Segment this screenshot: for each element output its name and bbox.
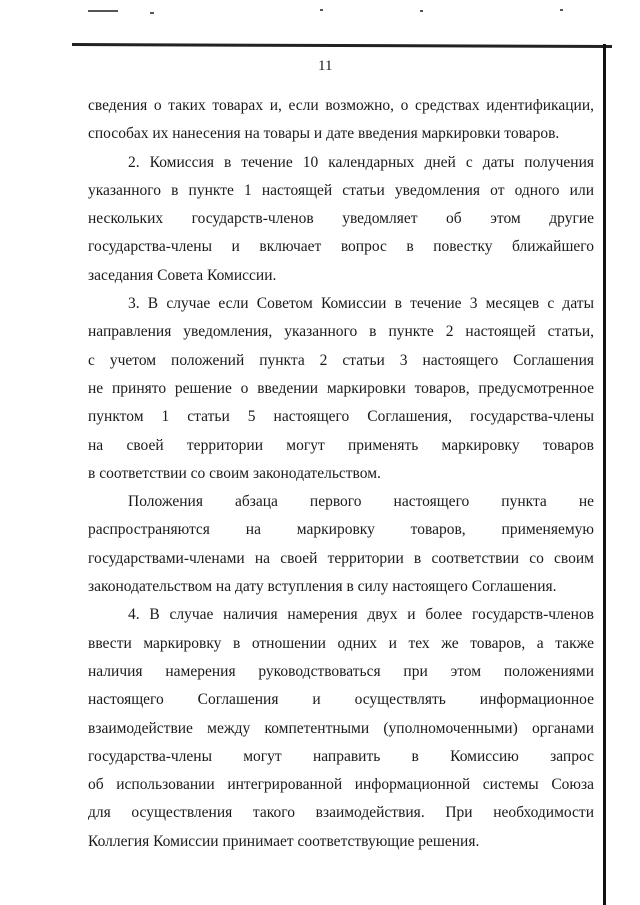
text-line: заседания Совета Комиссии. (88, 266, 277, 284)
text-line: Коллегия Комиссии принимает соответствующие решения. (88, 832, 480, 850)
scan-border-top (72, 43, 612, 48)
paragraph-item-3-abzac (88, 488, 594, 601)
text-line: способах их нанесения на товары и дате введения маркировки товаров. (88, 125, 560, 143)
paragraph-item-4 (88, 601, 594, 856)
paragraph-continuation (88, 92, 594, 149)
text-line: сведения о таких товарах и, если возможно, о средствах идентификации, (88, 97, 594, 114)
page-number: 11 (318, 58, 333, 74)
document-body (88, 92, 594, 856)
text-line: не принято решение о введении маркировки товаров, предусмотренное (88, 379, 594, 397)
scan-speck (88, 10, 118, 12)
text-line: государства-члены и включает вопрос в повестку ближайшего (88, 238, 594, 256)
text-line: 3. В случае если Советом Комиссии в течение 3 месяцев с даты (128, 295, 594, 313)
text-line: для осуществления такого взаимодействия. При необходимости (88, 804, 594, 822)
text-line: Положения абзаца первого настоящего пункта не (128, 493, 594, 511)
text-line: с учетом положений пункта 2 статьи 3 настоящего Соглашения (88, 351, 594, 369)
text-line: на своей территории могут применять маркировку товаров (88, 436, 594, 454)
paragraph-item-2 (88, 149, 594, 290)
text-line: настоящего Соглашения и осуществлять информационное (88, 691, 594, 709)
text-line: об использовании интегрированной информационной системы Союза (88, 776, 594, 794)
text-line: пунктом 1 статьи 5 настоящего Соглашения, государства-члены (88, 408, 594, 426)
text-line: 4. В случае наличия намерения двух и более государств-членов (128, 606, 594, 624)
scan-speck (150, 12, 154, 14)
text-line: государствами-членами на своей территории в соответствии со своим (88, 549, 594, 567)
text-line: распространяются на маркировку товаров, применяемую (88, 521, 594, 539)
text-line: указанного в пункте 1 настоящей статьи уведомления от одного или (88, 181, 594, 199)
text-line: взаимодействие между компетентными (уполномоченными) органами (88, 719, 594, 737)
text-line: законодательством на дату вступления в силу настоящего Соглашения. (88, 578, 557, 596)
text-line: направления уведомления, указанного в пункте 2 настоящей статьи, (88, 323, 594, 341)
scan-border-right (603, 44, 606, 905)
text-line: в соответствии со своим законодательством. (88, 464, 381, 482)
text-line: наличия намерения руководствоваться при этом положениями (88, 662, 594, 680)
scan-speck (560, 9, 563, 11)
scan-speck (420, 10, 423, 12)
scan-artifacts (0, 0, 640, 40)
text-line: государства-члены могут направить в Комиссию запрос (88, 747, 594, 765)
text-line: ввести маркировку в отношении одних и тех же товаров, а также (88, 634, 594, 652)
scan-speck (320, 9, 323, 11)
text-line: нескольких государств-членов уведомляет об этом другие (88, 210, 594, 228)
paragraph-item-3 (88, 290, 594, 488)
text-line: 2. Комиссия в течение 10 календарных дней с даты получения (128, 153, 594, 171)
